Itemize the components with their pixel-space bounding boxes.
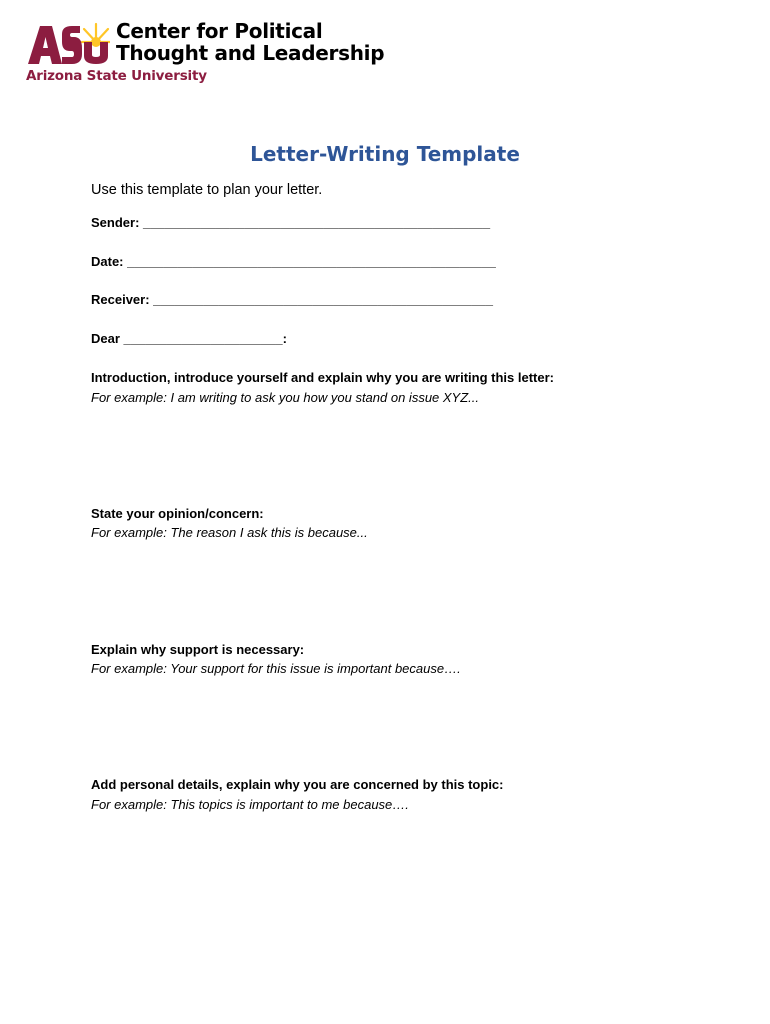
section-heading-personal: Add personal details, explain why you are concerned by this topic: — [91, 777, 504, 792]
section-heading-opinion: State your opinion/concern: — [91, 506, 264, 521]
section-heading-support: Explain why support is necessary: — [91, 642, 305, 657]
header — [26, 18, 385, 88]
page-title: Letter-Writing Template — [250, 142, 520, 166]
date-field: Date: ___________________________________________________ — [91, 254, 496, 269]
section-example-support: For example: Your support for this issue is important because…. — [91, 661, 461, 676]
section-example-opinion: For example: The reason I ask this is because... — [91, 525, 368, 540]
center-name-line2: Thought and Leadership — [116, 41, 385, 65]
intro-text: Use this template to plan your letter. — [91, 182, 323, 198]
section-example-introduction: For example: I am writing to ask you how you stand on issue XYZ... — [91, 390, 480, 405]
university-name: Arizona State University — [26, 68, 207, 84]
section-heading-introduction: Introduction, introduce yourself and explain why you are writing this letter: — [91, 370, 554, 385]
receiver-field: Receiver: _______________________________________________ — [91, 292, 493, 307]
sender-field: Sender: ________________________________________________ — [91, 215, 491, 230]
center-name — [116, 20, 384, 64]
asu-logo-icon — [26, 20, 110, 66]
center-name-line1: Center for Political — [116, 19, 323, 43]
section-example-personal: For example: This topics is important to me because…. — [91, 797, 409, 812]
dear-field: Dear ______________________: — [91, 331, 287, 346]
